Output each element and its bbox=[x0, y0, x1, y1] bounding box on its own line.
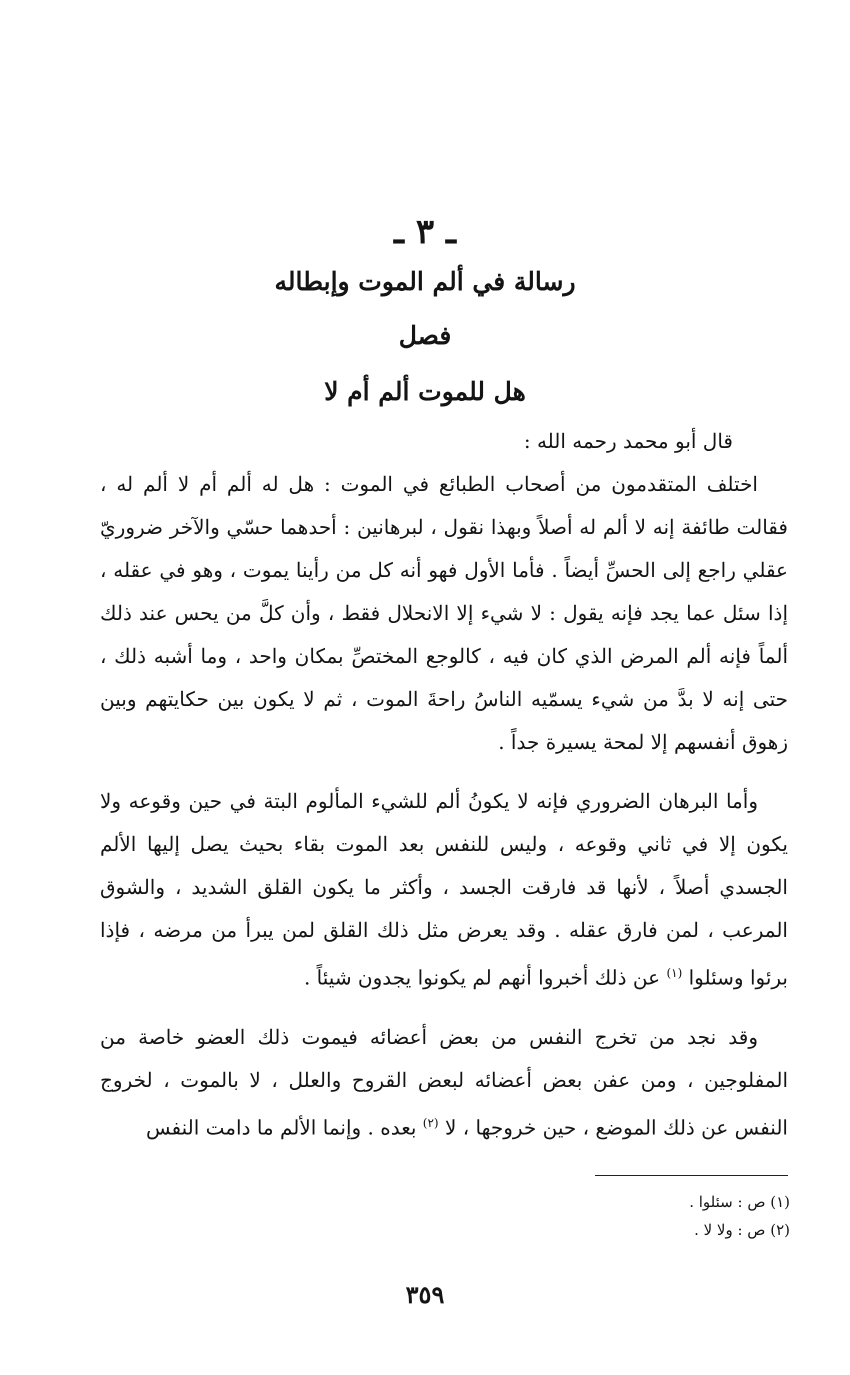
footnote-divider bbox=[595, 1175, 788, 1176]
section-heading: فصل bbox=[398, 321, 452, 350]
page-number: ٣٥٩ bbox=[405, 1280, 445, 1309]
footnote-ref-1: (١) bbox=[666, 966, 683, 980]
chapter-title: رسالة في ألم الموت وإبطاله bbox=[274, 267, 576, 296]
paragraph-2 bbox=[100, 780, 788, 1000]
paragraph-3 bbox=[100, 1016, 788, 1150]
footnote-2: (٢) ص : ولا لا . bbox=[694, 1221, 790, 1239]
section-subtitle: هل للموت ألم أم لا bbox=[324, 377, 526, 406]
paragraph-1: اختلف المتقدمون من أصحاب الطبائع في الموت : هل له ألم أم لا ألم له ، فقالت طائفة إنه لا ألم له أصلاً وبهذا نقول ، لبرهانين : أحدهما حسّي والآخر ضروريّ عقلي راجع إلى الحسِّ أيضاً . فأما الأول فهو أنه كل من رأينا يموت ، وهو في عقله ، إذا سئل عما يجد فإنه يقول : لا شيء إلا الانحلال فقط ، وأن كلَّ من يحس عند ذلك ألماً فإنه ألم المرض الذي كان فيه ، كالوجع المختصِّ بمكان واحد ، وما أشبه ذلك ، حتى إنه لا بدَّ من شيء يسمّيه الناسُ راحةَ الموت ، ثم لا يكون بين حكايتهم وبين زهوق أنفسهم إلا لمحة يسيرة جداً . bbox=[100, 472, 788, 754]
chapter-header bbox=[0, 210, 850, 412]
paragraph-2-text: وأما البرهان الضروري فإنه لا يكونُ ألم للشيء المألوم البتة في حين وقوعه ولا يكون إلا في ثاني وقوعه ، وليس للنفس بعد الموت بقاء بحيث يصل إليها الألم الجسدي أصلاً ، لأنها قد فارقت الجسد ، وأكثر ما يكون القلق الشديد ، والشوق المرعب ، لمن فارق عقله . وقد يعرض مثل ذلك القلق لمن يبرأ من مرضه ، فإذا برئوا وسئلوا bbox=[100, 789, 788, 990]
body-text bbox=[100, 420, 788, 1149]
intro-line: قال أبو محمد رحمه الله : bbox=[523, 429, 733, 453]
paragraph-3-text: وقد نجد من تخرج النفس من بعض أعضائه فيموت ذلك العضو خاصة من المفلوجين ، ومن عفن بعض أعضائه لبعض القروح والعلل ، لا بالموت ، لخروج النفس عن ذلك الموضع ، حين خروجها ، لا bbox=[100, 1024, 788, 1140]
paragraph-2-tail: عن ذلك أخبروا أنهم لم يكونوا يجدون شيئاً . bbox=[303, 965, 661, 990]
footnote-ref-2: (٢) bbox=[422, 1115, 439, 1130]
footnotes bbox=[390, 1188, 790, 1244]
paragraph-3-tail: بعده . وإنما الألم ما دامت النفس bbox=[146, 1115, 417, 1140]
footnote-1: (١) ص : سئلوا . bbox=[689, 1193, 790, 1211]
chapter-number: ـ ٣ ـ bbox=[394, 212, 456, 252]
